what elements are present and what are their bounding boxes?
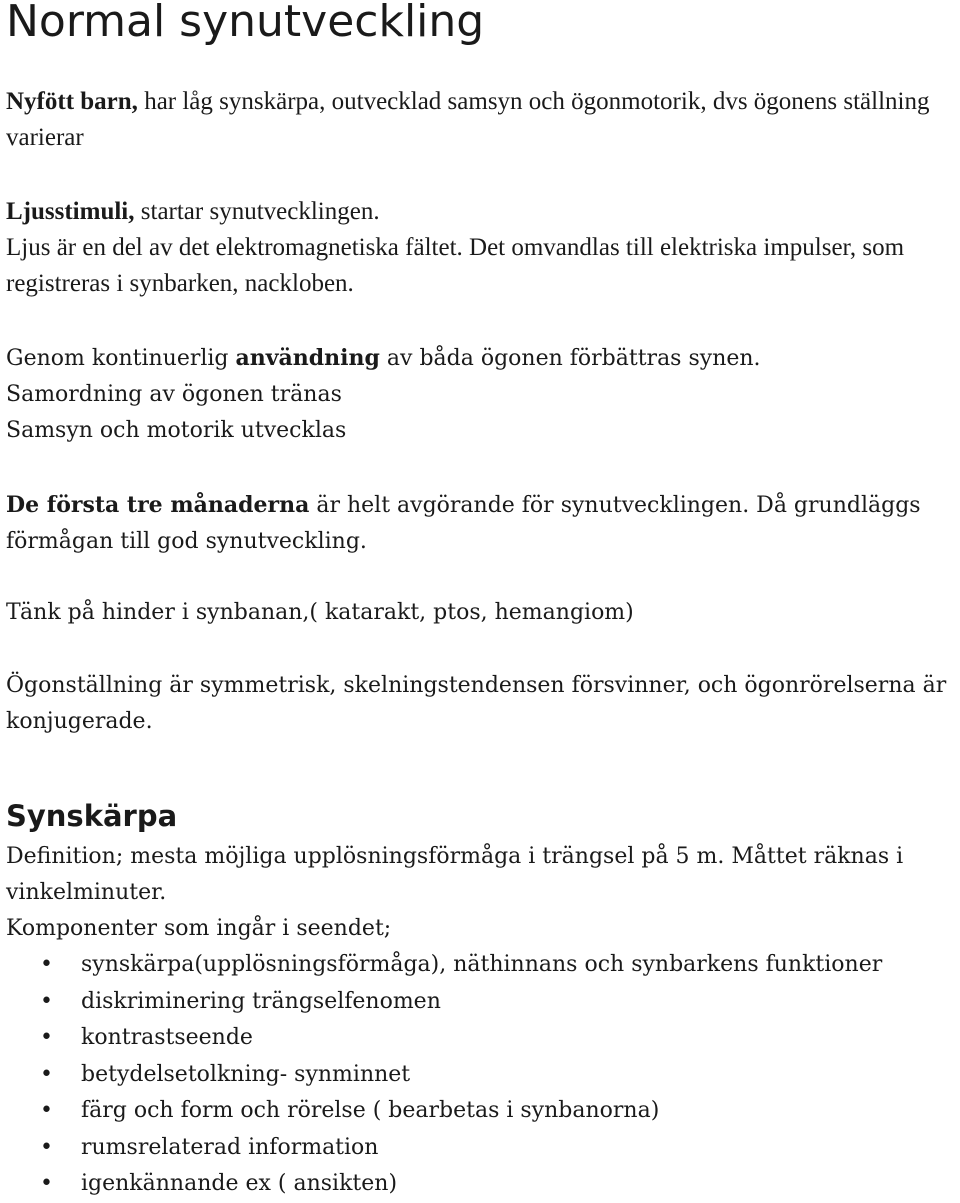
light-lead: Ljusstimuli, — [6, 198, 135, 225]
list-item-text: kontrastseende — [81, 1025, 253, 1050]
light-line2: Ljus är en del av det elektromagnetiska fältet. Det omvandlas till elektriska impulser, som registreras i synbarken, nackloben. — [6, 234, 905, 297]
usage-post: av båda ögonen förbättras synen. — [379, 346, 761, 371]
usage-line3: Samsyn och motorik utvecklas — [6, 418, 347, 443]
acuity-heading: Synskärpa — [6, 799, 178, 833]
usage-line2: Samordning av ögonen tränas — [6, 382, 342, 407]
list-item-text: diskriminering trängselfenomen — [81, 988, 441, 1014]
newborn-text: har låg synskärpa, outvecklad samsyn och ögonmotorik, dvs ögonens ställning varierar — [6, 88, 930, 151]
list-item-text: rumsrelaterad information — [81, 1134, 379, 1160]
bullet-icon: • — [40, 1025, 53, 1050]
first-months-bold: De första tre månaderna — [6, 492, 310, 518]
bullet-icon: • — [40, 1171, 53, 1196]
usage-paragraph — [6, 340, 956, 449]
usage-bold: användning — [235, 345, 380, 371]
first-months-text: är helt avgörande för synutvecklingen. Då grundläggs förmågan till god synutveckling. — [6, 493, 921, 554]
alignment-paragraph: Ögonställning är symmetrisk, skelningstendensen försvinner, och ögonrörelserna är konjugerade. — [6, 673, 947, 734]
components-intro: Komponenter som ingår i seendet; — [6, 916, 392, 941]
light-paragraph — [6, 194, 956, 302]
bullet-icon: • — [40, 988, 53, 1014]
light-text: startar synutvecklingen. — [134, 198, 380, 225]
list-item-text: igenkännande ex ( ansikten) — [81, 1171, 398, 1196]
usage-pre: Genom kontinuerlig — [6, 346, 236, 371]
newborn-paragraph — [6, 84, 956, 156]
list-item-text: betydelsetolkning- synminnet — [81, 1061, 411, 1087]
bullet-icon: • — [40, 952, 53, 977]
page-title: Normal synutveckling — [6, 0, 485, 47]
obstacles-paragraph: Tänk på hinder i synbanan,( katarakt, ptos, hemangiom) — [6, 600, 634, 625]
bullet-icon: • — [40, 1134, 53, 1160]
acuity-definition: Definition; mesta möjliga upplösningsförmåga i trängsel på 5 m. Måttet räknas i vinkelminuter. — [6, 844, 904, 905]
first-months-paragraph — [6, 487, 956, 560]
newborn-lead: Nyfött barn, — [6, 88, 138, 115]
list-item-text: synskärpa(upplösningsförmåga), näthinnans och synbarkens funktioner — [81, 952, 883, 977]
list-item-text: färg och form och rörelse ( bearbetas i synbanorna) — [81, 1098, 660, 1123]
bullet-icon: • — [40, 1098, 53, 1123]
bullet-icon: • — [40, 1061, 53, 1087]
